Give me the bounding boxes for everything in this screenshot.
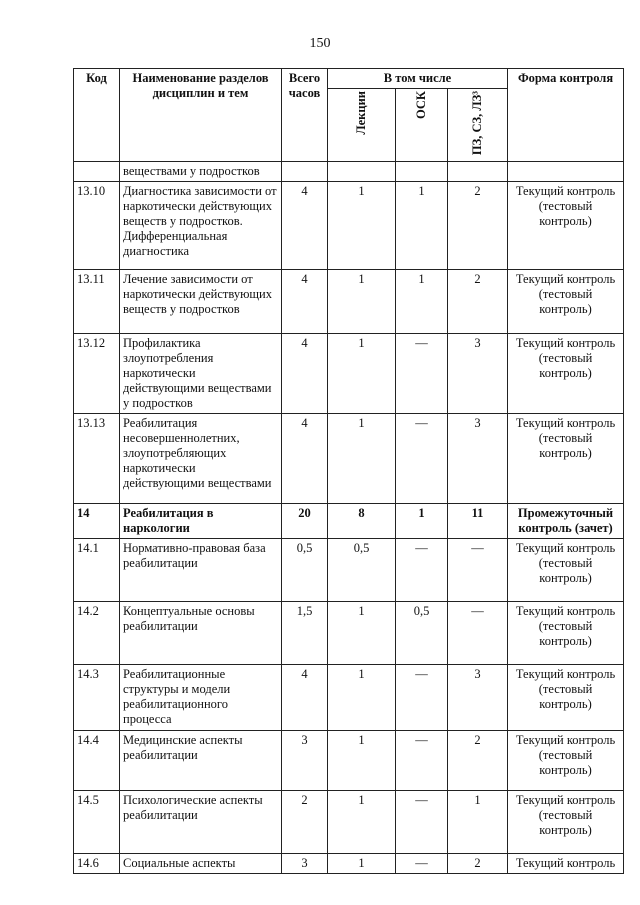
cell-control: Текущий контроль (тестовый контроль)	[508, 602, 624, 665]
header-osk: ОСК	[414, 91, 428, 119]
cell-osk: —	[396, 854, 448, 874]
cell-control: Текущий контроль (тестовый контроль)	[508, 182, 624, 270]
cell-hours: 4	[282, 334, 328, 414]
cell-control: Промежуточный контроль (зачет)	[508, 504, 624, 539]
table-row	[74, 665, 624, 731]
cell-code: 14.5	[74, 791, 120, 854]
cell-name: Реабилитация несовершеннолетних, злоупотребляющих наркотически действующими веществами	[120, 414, 282, 504]
cell-osk: —	[396, 414, 448, 504]
curriculum-table	[73, 68, 624, 874]
cell-osk: —	[396, 334, 448, 414]
table-row	[74, 791, 624, 854]
cell-osk: 1	[396, 182, 448, 270]
cell-hours: 20	[282, 504, 328, 539]
cell-lectures: 1	[328, 334, 396, 414]
cell-pz: 3	[448, 334, 508, 414]
cell-lectures: 1	[328, 270, 396, 334]
header-including: В том числе	[328, 69, 508, 89]
cell-control: Текущий контроль (тестовый контроль)	[508, 539, 624, 602]
cell-code: 13.13	[74, 414, 120, 504]
table-row	[74, 504, 624, 539]
cell-lectures: 1	[328, 414, 396, 504]
cell-code: 13.11	[74, 270, 120, 334]
cell-control: Текущий контроль (тестовый контроль)	[508, 334, 624, 414]
table-row	[74, 854, 624, 874]
cell-lectures: 1	[328, 665, 396, 731]
cell-hours: 3	[282, 854, 328, 874]
cell-pz: 11	[448, 504, 508, 539]
cell-osk: —	[396, 791, 448, 854]
cell-pz: 3	[448, 414, 508, 504]
table-row-continued	[74, 162, 624, 182]
cell-pz: 1	[448, 791, 508, 854]
page-number: 150	[309, 36, 331, 51]
cell-code: 14	[74, 504, 120, 539]
cell-hours: 4	[282, 414, 328, 504]
cell-lectures: 0,5	[328, 539, 396, 602]
cell-pz: 3	[448, 665, 508, 731]
cell-pz: 2	[448, 182, 508, 270]
cell-osk: 1	[396, 270, 448, 334]
cell-lectures: 1	[328, 791, 396, 854]
cell-pz: 2	[448, 854, 508, 874]
cell-lectures: 1	[328, 854, 396, 874]
cell-pz: —	[448, 539, 508, 602]
cell-pz: —	[448, 602, 508, 665]
header-lectures: Лекции	[354, 91, 368, 135]
table-row	[74, 270, 624, 334]
cell-name: Медицинские аспекты реабилитации	[120, 731, 282, 791]
cell-lectures: 1	[328, 602, 396, 665]
cell-pz: 2	[448, 731, 508, 791]
cell-control: Текущий контроль (тестовый контроль)	[508, 731, 624, 791]
cell-code: 14.1	[74, 539, 120, 602]
cell-code: 14.2	[74, 602, 120, 665]
cell-code: 13.12	[74, 334, 120, 414]
cell-osk: 1	[396, 504, 448, 539]
cell-name: Профилактика злоупотребления наркотически действующими веществами у подростков	[120, 334, 282, 414]
cell-name: Концептуальные основы реабилитации	[120, 602, 282, 665]
header-control: Форма контроля	[508, 69, 624, 162]
cell-osk: —	[396, 731, 448, 791]
cell-control: Текущий контроль	[508, 854, 624, 874]
header-pz: ПЗ, СЗ, ЛЗ³	[470, 91, 484, 156]
header-code: Код	[74, 69, 120, 162]
cell-hours: 4	[282, 665, 328, 731]
cell-code: 14.3	[74, 665, 120, 731]
cell-osk: —	[396, 539, 448, 602]
cell-name: Реабилитация в наркологии	[120, 504, 282, 539]
header-name: Наименование разделов дисциплин и тем	[120, 69, 282, 162]
cell-lectures: 1	[328, 731, 396, 791]
table-row	[74, 602, 624, 665]
cell-code: 13.10	[74, 182, 120, 270]
cell-name: Лечение зависимости от наркотически действующих веществ у подростков	[120, 270, 282, 334]
table-row	[74, 182, 624, 270]
table-row	[74, 731, 624, 791]
cell-lectures: 1	[328, 182, 396, 270]
cell-hours: 3	[282, 731, 328, 791]
table-row	[74, 334, 624, 414]
cell-name: Психологические аспекты реабилитации	[120, 791, 282, 854]
cell-hours: 2	[282, 791, 328, 854]
cell-name: Социальные аспекты	[120, 854, 282, 874]
cell-control: Текущий контроль (тестовый контроль)	[508, 665, 624, 731]
cell-hours: 4	[282, 270, 328, 334]
cell-pz: 2	[448, 270, 508, 334]
cell-control: Текущий контроль (тестовый контроль)	[508, 414, 624, 504]
cell-lectures: 8	[328, 504, 396, 539]
table-row	[74, 539, 624, 602]
cell-hours: 0,5	[282, 539, 328, 602]
cell-osk: 0,5	[396, 602, 448, 665]
header-hours: Всего часов	[282, 69, 328, 162]
cell-control: Текущий контроль (тестовый контроль)	[508, 270, 624, 334]
cell-hours: 4	[282, 182, 328, 270]
continued-name: веществами у подростков	[120, 162, 282, 182]
cell-hours: 1,5	[282, 602, 328, 665]
cell-osk: —	[396, 665, 448, 731]
table-row	[74, 414, 624, 504]
cell-name: Реабилитационные структуры и модели реабилитационного процесса	[120, 665, 282, 731]
cell-name: Нормативно-правовая база реабилитации	[120, 539, 282, 602]
cell-code: 14.6	[74, 854, 120, 874]
cell-control: Текущий контроль (тестовый контроль)	[508, 791, 624, 854]
cell-name: Диагностика зависимости от наркотически действующих веществ у подростков. Дифференциальная диагностика	[120, 182, 282, 270]
cell-code: 14.4	[74, 731, 120, 791]
